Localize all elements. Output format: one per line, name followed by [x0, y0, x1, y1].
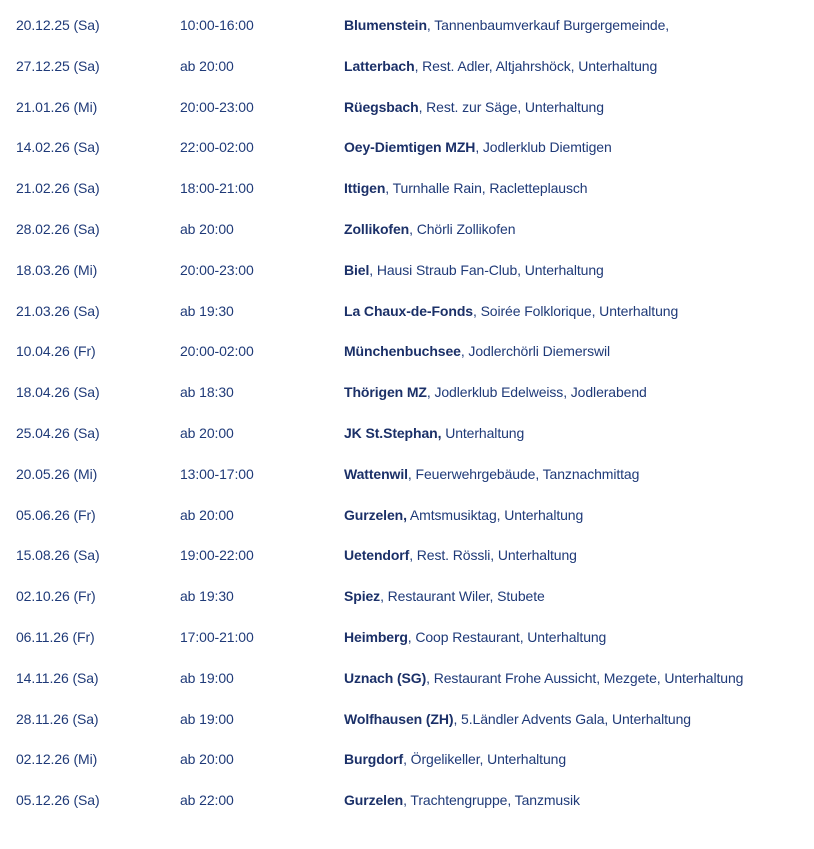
- event-place: Latterbach: [344, 57, 415, 74]
- event-time: 20:00-23:00: [180, 261, 254, 278]
- event-description: [344, 17, 669, 33]
- event-date: 28.02.26 (Sa): [16, 220, 100, 237]
- table-row: [0, 698, 814, 739]
- event-time: ab 19:30: [180, 588, 234, 605]
- event-time: 17:00-21:00: [180, 628, 254, 645]
- event-details: , 5.Ländler Advents Gala, Unterhaltung: [453, 710, 691, 727]
- event-description: [344, 343, 610, 359]
- table-row: [0, 126, 814, 167]
- event-time: ab 18:30: [180, 384, 234, 401]
- event-description: [344, 139, 612, 155]
- event-time: ab 19:00: [180, 669, 234, 686]
- table-row: [0, 86, 814, 127]
- event-description: [344, 99, 604, 115]
- event-time: 18:00-21:00: [180, 180, 254, 197]
- table-row: [0, 371, 814, 412]
- table-row: [0, 657, 814, 698]
- event-place: Zollikofen: [344, 220, 410, 237]
- event-time: ab 19:30: [180, 302, 234, 319]
- event-details: , Rest. Rössli, Unterhaltung: [409, 547, 577, 564]
- event-place: Burgdorf: [344, 751, 404, 768]
- event-date: 21.03.26 (Sa): [16, 302, 100, 319]
- table-row: [0, 167, 814, 208]
- event-details: , Tannenbaumverkauf Burgergemeinde,: [426, 17, 670, 33]
- event-date: 02.12.26 (Mi): [16, 751, 98, 768]
- event-date: 25.04.26 (Sa): [16, 424, 100, 441]
- event-place: Rüegsbach: [344, 98, 419, 115]
- table-row: [0, 575, 814, 616]
- table-row: [0, 290, 814, 331]
- event-details: , Feuerwehrgebäude, Tanznachmittag: [407, 465, 640, 482]
- event-time: 13:00-17:00: [180, 465, 254, 482]
- event-description: [344, 588, 545, 604]
- event-time: ab 20:00: [180, 424, 234, 441]
- event-details: , Trachtengruppe, Tanzmusik: [403, 792, 580, 809]
- event-place: Ittigen: [344, 180, 386, 197]
- table-row: [0, 4, 814, 45]
- event-place: Wolfhausen (ZH): [344, 710, 454, 727]
- table-row: [0, 494, 814, 535]
- event-place: Thörigen MZ: [344, 384, 427, 401]
- event-date: 05.06.26 (Fr): [16, 506, 96, 523]
- event-details: , Restaurant Frohe Aussicht, Mezgete, Unterhaltung: [426, 669, 744, 686]
- event-place: Blumenstein: [344, 17, 427, 33]
- event-time: ab 20:00: [180, 751, 234, 768]
- event-date: 20.12.25 (Sa): [16, 17, 100, 33]
- event-details: , Rest. zur Säge, Unterhaltung: [418, 98, 604, 115]
- event-place: Uetendorf: [344, 547, 410, 564]
- event-place: Gurzelen,: [344, 506, 407, 523]
- event-description: [344, 303, 678, 319]
- event-details: Unterhaltung: [441, 424, 525, 441]
- event-place: Spiez: [344, 588, 381, 605]
- event-details: , Chörli Zollikofen: [409, 220, 516, 237]
- table-row: [0, 779, 814, 820]
- event-time: ab 19:00: [180, 710, 234, 727]
- event-time: ab 20:00: [180, 506, 234, 523]
- event-place: Uznach (SG): [344, 669, 427, 686]
- event-time: 20:00-02:00: [180, 343, 254, 360]
- event-details: , Örgelikeller, Unterhaltung: [403, 751, 567, 768]
- event-description: [344, 547, 577, 563]
- event-description: [344, 221, 515, 237]
- table-row: [0, 208, 814, 249]
- event-details: , Jodlerchörli Diemerswil: [460, 343, 611, 360]
- event-date: 21.01.26 (Mi): [16, 98, 98, 115]
- event-description: [344, 711, 691, 727]
- event-description: [344, 425, 524, 441]
- event-description: [344, 751, 566, 767]
- event-date: 10.04.26 (Fr): [16, 343, 96, 360]
- event-time: 20:00-23:00: [180, 98, 254, 115]
- event-details: Amtsmusiktag, Unterhaltung: [406, 506, 584, 523]
- event-details: , Restaurant Wiler, Stubete: [380, 588, 545, 605]
- event-date: 14.02.26 (Sa): [16, 139, 100, 156]
- event-date: 18.04.26 (Sa): [16, 384, 100, 401]
- event-place: JK St.Stephan,: [344, 424, 442, 441]
- event-time: ab 20:00: [180, 220, 234, 237]
- event-place: Biel: [344, 261, 370, 278]
- event-schedule-table: [0, 4, 814, 820]
- event-date: 05.12.26 (Sa): [16, 792, 100, 809]
- event-time: ab 22:00: [180, 792, 234, 809]
- event-description: [344, 670, 743, 686]
- event-description: [344, 58, 657, 74]
- event-details: , Hausi Straub Fan-Club, Unterhaltung: [369, 261, 604, 278]
- event-place: Heimberg: [344, 628, 408, 645]
- event-date: 28.11.26 (Sa): [16, 710, 99, 727]
- event-description: [344, 180, 587, 196]
- event-details: , Jodlerklub Diemtigen: [475, 139, 612, 156]
- event-place: Münchenbuchsee: [344, 343, 461, 360]
- event-details: , Rest. Adler, Altjahrshöck, Unterhaltung: [414, 57, 658, 74]
- table-row: [0, 534, 814, 575]
- event-date: 14.11.26 (Sa): [16, 669, 99, 686]
- event-date: 21.02.26 (Sa): [16, 180, 100, 197]
- event-time: 19:00-22:00: [180, 547, 254, 564]
- event-date: 27.12.25 (Sa): [16, 57, 100, 74]
- table-row: [0, 249, 814, 290]
- event-time: ab 20:00: [180, 57, 234, 74]
- event-details: , Turnhalle Rain, Racletteplausch: [385, 180, 588, 197]
- event-place: La Chaux-de-Fonds: [344, 302, 473, 319]
- table-row: [0, 330, 814, 371]
- event-description: [344, 466, 639, 482]
- table-row: [0, 616, 814, 657]
- event-details: , Coop Restaurant, Unterhaltung: [407, 628, 607, 645]
- event-place: Gurzelen: [344, 792, 404, 809]
- event-description: [344, 384, 647, 400]
- event-description: [344, 629, 606, 645]
- event-date: 18.03.26 (Mi): [16, 261, 98, 278]
- table-row: [0, 412, 814, 453]
- event-description: [344, 792, 580, 808]
- event-time: 22:00-02:00: [180, 139, 254, 156]
- table-row: [0, 738, 814, 779]
- table-row: [0, 45, 814, 86]
- event-description: [344, 507, 583, 523]
- table-row: [0, 453, 814, 494]
- event-details: , Jodlerklub Edelweiss, Jodlerabend: [426, 384, 647, 401]
- event-date: 15.08.26 (Sa): [16, 547, 100, 564]
- event-description: [344, 262, 604, 278]
- event-place: Wattenwil: [344, 465, 408, 482]
- event-date: 06.11.26 (Fr): [16, 628, 95, 645]
- event-date: 02.10.26 (Fr): [16, 588, 96, 605]
- event-date: 20.05.26 (Mi): [16, 465, 98, 482]
- event-time: 10:00-16:00: [180, 17, 254, 33]
- event-details: , Soirée Folklorique, Unterhaltung: [472, 302, 679, 319]
- event-place: Oey-Diemtigen MZH: [344, 139, 476, 156]
